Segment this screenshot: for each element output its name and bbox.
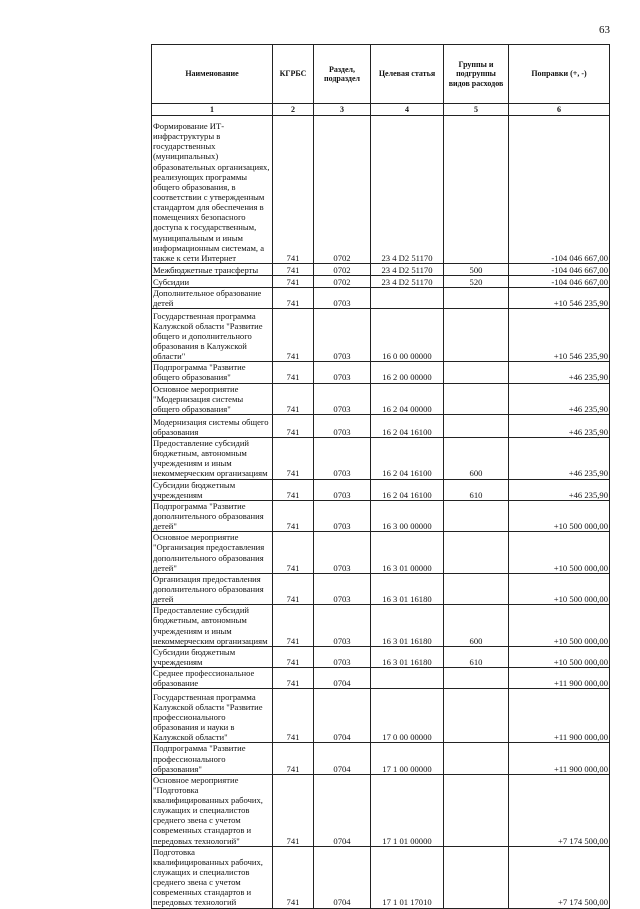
row-amount: +11 900 000,00 xyxy=(509,668,610,689)
row-kgrbs: 741 xyxy=(273,264,314,276)
row-section: 0703 xyxy=(314,532,371,574)
row-target-article: 16 3 01 16180 xyxy=(371,605,444,647)
row-kgrbs: 741 xyxy=(273,668,314,689)
row-amount: +10 500 000,00 xyxy=(509,573,610,604)
row-amount: +10 500 000,00 xyxy=(509,646,610,667)
row-amount: +46 235,90 xyxy=(509,414,610,437)
table-row xyxy=(152,383,610,414)
row-target-article: 16 3 01 00000 xyxy=(371,532,444,574)
row-name: Дополнительное образование детей xyxy=(152,288,273,309)
row-target-article: 17 1 00 00000 xyxy=(371,743,444,774)
table-row xyxy=(152,288,610,309)
row-expense-group xyxy=(444,668,509,689)
row-target-article: 23 4 D2 51170 xyxy=(371,264,444,276)
row-target-article: 16 2 04 16100 xyxy=(371,437,444,479)
row-expense-group xyxy=(444,532,509,574)
row-expense-group xyxy=(444,689,509,743)
row-section: 0703 xyxy=(314,309,371,362)
table-row xyxy=(152,605,610,647)
row-kgrbs: 741 xyxy=(273,362,314,383)
row-section: 0703 xyxy=(314,362,371,383)
row-section: 0703 xyxy=(314,500,371,531)
row-name: Основное мероприятие "Подготовка квалифицированных рабочих, служащих и специалистов среднего звена с учетом современных стандартов и передовых технологий" xyxy=(152,774,273,846)
row-name: Организация предоставления дополнительного образования детей xyxy=(152,573,273,604)
row-amount: +10 500 000,00 xyxy=(509,532,610,574)
row-amount: +10 546 235,90 xyxy=(509,309,610,362)
row-expense-group: 610 xyxy=(444,646,509,667)
column-number-row xyxy=(152,104,610,116)
row-section: 0702 xyxy=(314,116,371,264)
row-target-article: 23 4 D2 51170 xyxy=(371,116,444,264)
table-row xyxy=(152,437,610,479)
row-target-article: 16 0 00 00000 xyxy=(371,309,444,362)
row-amount: +10 500 000,00 xyxy=(509,500,610,531)
row-target-article: 16 3 00 00000 xyxy=(371,500,444,531)
row-name: Подпрограмма "Развитие профессионального образования" xyxy=(152,743,273,774)
row-amount: +7 174 500,00 xyxy=(509,774,610,846)
row-kgrbs: 741 xyxy=(273,500,314,531)
row-section: 0704 xyxy=(314,774,371,846)
budget-amendments-table xyxy=(151,44,610,909)
row-name: Предоставление субсидий бюджетным, автономным учреждениям и иным некоммерческим организациям xyxy=(152,437,273,479)
row-amount: +11 900 000,00 xyxy=(509,689,610,743)
row-section: 0703 xyxy=(314,383,371,414)
row-amount: +46 235,90 xyxy=(509,437,610,479)
table-row xyxy=(152,689,610,743)
row-name: Основное мероприятие "Организация предоставления дополнительного образования детей" xyxy=(152,532,273,574)
row-target-article: 16 2 00 00000 xyxy=(371,362,444,383)
table-row xyxy=(152,362,610,383)
row-name: Предоставление субсидий бюджетным, автономным учреждениям и иным некоммерческим организациям xyxy=(152,605,273,647)
header-section: Раздел, подраздел xyxy=(314,45,371,104)
row-target-article: 16 3 01 16180 xyxy=(371,573,444,604)
row-section: 0702 xyxy=(314,276,371,288)
row-section: 0703 xyxy=(314,479,371,500)
page-number: 63 xyxy=(599,24,610,36)
row-expense-group xyxy=(444,309,509,362)
row-expense-group xyxy=(444,383,509,414)
row-kgrbs: 741 xyxy=(273,309,314,362)
row-target-article: 16 2 04 16100 xyxy=(371,479,444,500)
row-section: 0704 xyxy=(314,689,371,743)
row-target-article xyxy=(371,668,444,689)
row-expense-group: 600 xyxy=(444,605,509,647)
row-amount: +7 174 500,00 xyxy=(509,846,610,908)
row-target-article xyxy=(371,288,444,309)
row-name: Субсидии xyxy=(152,276,273,288)
table-row xyxy=(152,264,610,276)
header-row xyxy=(152,45,610,104)
row-section: 0703 xyxy=(314,573,371,604)
row-expense-group xyxy=(444,362,509,383)
row-name: Среднее профессиональное образование xyxy=(152,668,273,689)
table-row xyxy=(152,414,610,437)
table-row xyxy=(152,116,610,264)
row-kgrbs: 741 xyxy=(273,414,314,437)
table-row xyxy=(152,573,610,604)
row-kgrbs: 741 xyxy=(273,532,314,574)
header-amendment: Поправки (+, -) xyxy=(509,45,610,104)
row-expense-group xyxy=(444,500,509,531)
table-row xyxy=(152,743,610,774)
row-kgrbs: 741 xyxy=(273,383,314,414)
row-kgrbs: 741 xyxy=(273,774,314,846)
table-row xyxy=(152,309,610,362)
row-kgrbs: 741 xyxy=(273,116,314,264)
row-amount: -104 046 667,00 xyxy=(509,276,610,288)
row-section: 0704 xyxy=(314,846,371,908)
row-amount: +46 235,90 xyxy=(509,479,610,500)
row-expense-group: 600 xyxy=(444,437,509,479)
table-row xyxy=(152,846,610,908)
column-number: 5 xyxy=(444,104,509,116)
row-target-article: 17 1 01 17010 xyxy=(371,846,444,908)
row-section: 0704 xyxy=(314,743,371,774)
row-name: Государственная программа Калужской области "Развитие общего и дополнительного образования в Калужской области" xyxy=(152,309,273,362)
row-kgrbs: 741 xyxy=(273,573,314,604)
row-expense-group xyxy=(444,743,509,774)
column-number: 6 xyxy=(509,104,610,116)
row-section: 0703 xyxy=(314,414,371,437)
row-name: Подпрограмма "Развитие общего образования" xyxy=(152,362,273,383)
row-amount: +10 546 235,90 xyxy=(509,288,610,309)
table-row xyxy=(152,479,610,500)
row-kgrbs: 741 xyxy=(273,646,314,667)
row-section: 0703 xyxy=(314,646,371,667)
table-row xyxy=(152,276,610,288)
row-kgrbs: 741 xyxy=(273,743,314,774)
header-expense-group: Группы и подгруппы видов расходов xyxy=(444,45,509,104)
row-name: Модернизация системы общего образования xyxy=(152,414,273,437)
row-expense-group xyxy=(444,414,509,437)
row-name: Основное мероприятие "Модернизация системы общего образования" xyxy=(152,383,273,414)
row-amount: +11 900 000,00 xyxy=(509,743,610,774)
header-kgrbs: КГРБС xyxy=(273,45,314,104)
row-section: 0703 xyxy=(314,605,371,647)
row-expense-group xyxy=(444,116,509,264)
table-row xyxy=(152,532,610,574)
row-amount: -104 046 667,00 xyxy=(509,116,610,264)
row-expense-group: 500 xyxy=(444,264,509,276)
row-target-article: 23 4 D2 51170 xyxy=(371,276,444,288)
row-kgrbs: 741 xyxy=(273,846,314,908)
row-section: 0704 xyxy=(314,668,371,689)
column-number: 4 xyxy=(371,104,444,116)
header-target-article: Целевая статья xyxy=(371,45,444,104)
row-expense-group xyxy=(444,774,509,846)
column-number: 1 xyxy=(152,104,273,116)
row-target-article: 17 1 01 00000 xyxy=(371,774,444,846)
row-name: Формирование ИТ-инфраструктуры в государственных (муниципальных) образовательных организациях, реализующих программы общего образования, в соответствии с утвержденным стандартом для обеспечения в помещениях безопасного доступа к государственным, муниципальным и иным информационным системам, а также к сети Интернет xyxy=(152,116,273,264)
row-expense-group xyxy=(444,573,509,604)
table-row xyxy=(152,774,610,846)
row-name: Субсидии бюджетным учреждениям xyxy=(152,479,273,500)
column-number: 3 xyxy=(314,104,371,116)
row-name: Субсидии бюджетным учреждениям xyxy=(152,646,273,667)
row-section: 0703 xyxy=(314,437,371,479)
column-number: 2 xyxy=(273,104,314,116)
row-name: Подготовка квалифицированных рабочих, служащих и специалистов среднего звена с учетом современных стандартов и передовых технологий xyxy=(152,846,273,908)
row-section: 0703 xyxy=(314,288,371,309)
row-target-article: 16 2 04 00000 xyxy=(371,383,444,414)
table-row xyxy=(152,500,610,531)
header-name: Наименование xyxy=(152,45,273,104)
row-expense-group xyxy=(444,288,509,309)
row-kgrbs: 741 xyxy=(273,288,314,309)
table-body xyxy=(152,116,610,909)
row-amount: +10 500 000,00 xyxy=(509,605,610,647)
row-target-article: 16 2 04 16100 xyxy=(371,414,444,437)
row-name: Межбюджетные трансферты xyxy=(152,264,273,276)
row-amount: -104 046 667,00 xyxy=(509,264,610,276)
row-target-article: 17 0 00 00000 xyxy=(371,689,444,743)
row-kgrbs: 741 xyxy=(273,689,314,743)
row-name: Подпрограмма "Развитие дополнительного образования детей" xyxy=(152,500,273,531)
row-amount: +46 235,90 xyxy=(509,383,610,414)
row-kgrbs: 741 xyxy=(273,437,314,479)
row-kgrbs: 741 xyxy=(273,479,314,500)
table-row xyxy=(152,646,610,667)
row-amount: +46 235,90 xyxy=(509,362,610,383)
row-expense-group xyxy=(444,846,509,908)
row-section: 0702 xyxy=(314,264,371,276)
row-expense-group: 610 xyxy=(444,479,509,500)
row-name: Государственная программа Калужской области "Развитие профессионального образования и науки в Калужской области" xyxy=(152,689,273,743)
row-kgrbs: 741 xyxy=(273,605,314,647)
table-row xyxy=(152,668,610,689)
row-target-article: 16 3 01 16180 xyxy=(371,646,444,667)
row-expense-group: 520 xyxy=(444,276,509,288)
row-kgrbs: 741 xyxy=(273,276,314,288)
